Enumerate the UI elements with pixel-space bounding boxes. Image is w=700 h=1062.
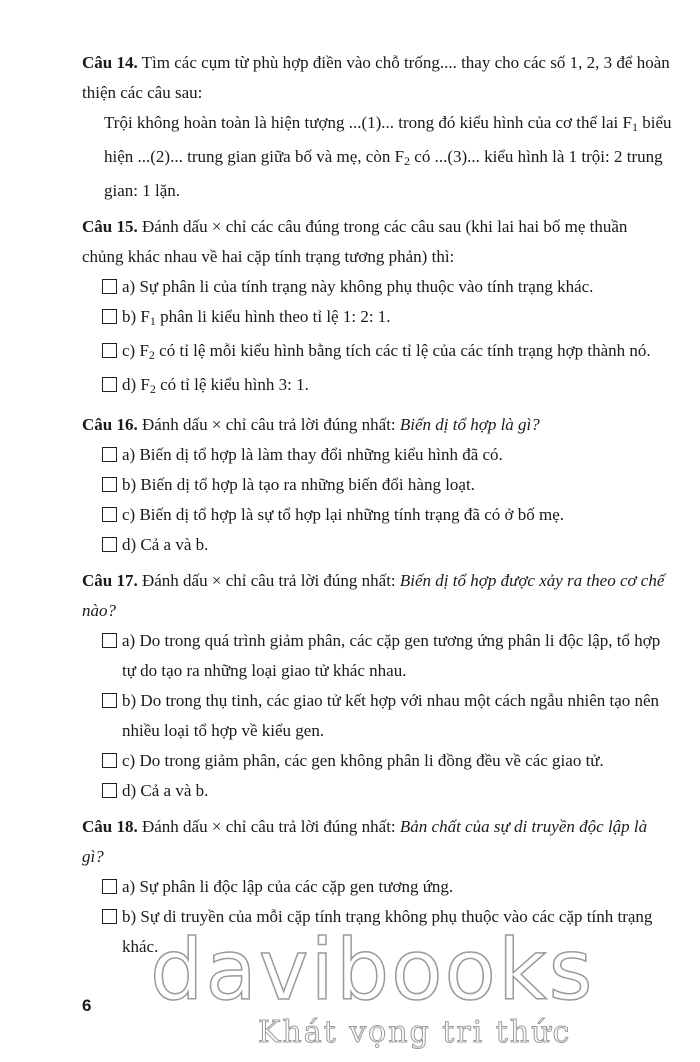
question-14-body bbox=[82, 108, 672, 206]
question-18-option-a bbox=[82, 872, 672, 902]
subscript: 1 bbox=[632, 120, 638, 134]
option-text: b) Do trong thụ tinh, các giao tử kết hợp với nhau một cách ngẫu nhiên tạo nên nhiều loại tổ hợp về kiểu gen. bbox=[122, 691, 660, 740]
question-15-option-d bbox=[82, 370, 672, 404]
option-text: a) Do trong quá trình giảm phân, các cặp gen tương ứng phân li độc lập, tổ hợp tự do tạo ra những loại giao tử khác nhau. bbox=[122, 631, 661, 680]
option-text: d) Cả a và b. bbox=[122, 535, 209, 554]
question-15-label: Câu 15. bbox=[82, 217, 138, 236]
question-18 bbox=[82, 812, 672, 872]
option-text: a) Sự phân li độc lập của các cặp gen tương ứng. bbox=[122, 877, 454, 896]
answer-checkbox[interactable] bbox=[102, 377, 117, 392]
question-16-prompt: Đánh dấu × chỉ câu trả lời đúng nhất: bbox=[137, 415, 400, 434]
watermark-tagline: Khát vọng tri thức bbox=[258, 1015, 572, 1050]
option-text: a) Biến dị tổ hợp là làm thay đổi những kiểu hình đã có. bbox=[122, 445, 503, 464]
question-15-prompt: Đánh dấu × chỉ các câu đúng trong các câu sau (khi lai hai bố mẹ thuần chủng khác nhau về hai cặp tính trạng tương phản) thì: bbox=[82, 217, 628, 266]
question-15-option-c bbox=[82, 336, 672, 370]
answer-checkbox[interactable] bbox=[102, 447, 117, 462]
option-text: b) Sự di truyền của mỗi cặp tính trạng không phụ thuộc vào các cặp tính trạng khác. bbox=[122, 907, 653, 956]
answer-checkbox[interactable] bbox=[102, 507, 117, 522]
answer-checkbox[interactable] bbox=[102, 909, 117, 924]
question-16 bbox=[82, 410, 672, 440]
question-16-option-b bbox=[82, 470, 672, 500]
question-14 bbox=[82, 48, 672, 108]
option-text: c) F bbox=[122, 341, 149, 360]
option-text: a) Sự phân li của tính trạng này không phụ thuộc vào tính trạng khác. bbox=[122, 277, 594, 296]
question-14-text-2: biểu hiện ...(2)... trung gian giữa bố và mẹ, còn F bbox=[104, 113, 672, 166]
question-17-option-a bbox=[82, 626, 672, 686]
question-16-label: Câu 16. bbox=[82, 415, 138, 434]
option-text: có tỉ lệ mỗi kiểu hình bằng tích các tỉ lệ của các tính trạng hợp thành nó. bbox=[154, 341, 651, 360]
subscript: 1 bbox=[149, 314, 156, 328]
option-text: d) Cả a và b. bbox=[122, 781, 209, 800]
page-number: 6 bbox=[82, 996, 92, 1015]
answer-checkbox[interactable] bbox=[102, 693, 117, 708]
option-text: b) F bbox=[122, 307, 150, 326]
answer-checkbox[interactable] bbox=[102, 477, 117, 492]
watermark-logo: davibooks bbox=[150, 921, 595, 1019]
question-16-option-d bbox=[82, 530, 672, 560]
question-15-option-b bbox=[82, 302, 672, 336]
question-17-option-c bbox=[82, 746, 672, 776]
answer-checkbox[interactable] bbox=[102, 783, 117, 798]
question-18-prompt: Đánh dấu × chỉ câu trả lời đúng nhất: bbox=[137, 817, 400, 836]
option-text: phân li kiểu hình theo tỉ lệ 1: 2: 1. bbox=[155, 307, 391, 326]
option-text: c) Do trong giảm phân, các gen không phân li đồng đều về các giao tử. bbox=[122, 751, 604, 770]
question-16-question: Biến dị tổ hợp là gì? bbox=[399, 415, 540, 434]
question-16-option-c bbox=[82, 500, 672, 530]
option-text: có tỉ lệ kiểu hình 3: 1. bbox=[155, 375, 309, 394]
question-17-option-b bbox=[82, 686, 672, 746]
question-16-option-a bbox=[82, 440, 672, 470]
question-18-label: Câu 18. bbox=[82, 817, 138, 836]
question-14-label: Câu 14. bbox=[82, 53, 138, 72]
answer-checkbox[interactable] bbox=[102, 753, 117, 768]
question-17-question: Biến dị tổ hợp được xảy ra theo cơ chế nào? bbox=[82, 571, 665, 620]
answer-checkbox[interactable] bbox=[102, 279, 117, 294]
question-14-prompt: Tìm các cụm từ phù hợp điền vào chỗ trống.... thay cho các số 1, 2, 3 để hoàn thiện các câu sau: bbox=[82, 53, 670, 102]
subscript: 2 bbox=[404, 154, 411, 168]
question-15-option-a bbox=[82, 272, 672, 302]
answer-checkbox[interactable] bbox=[102, 343, 117, 358]
question-17-option-d bbox=[82, 776, 672, 806]
answer-checkbox[interactable] bbox=[102, 309, 117, 324]
question-17 bbox=[82, 566, 672, 626]
question-17-label: Câu 17. bbox=[82, 571, 138, 590]
answer-checkbox[interactable] bbox=[102, 537, 117, 552]
option-text: d) F bbox=[122, 375, 150, 394]
subscript: 2 bbox=[149, 382, 156, 396]
page-content bbox=[82, 48, 672, 962]
question-14-text-3: có ...(3)... kiểu hình là 1 trội: 2 trung gian: 1 lặn. bbox=[104, 147, 663, 200]
answer-checkbox[interactable] bbox=[102, 633, 117, 648]
question-18-question: Bản chất của sự di truyền độc lập là gì? bbox=[82, 817, 648, 866]
question-15 bbox=[82, 212, 672, 272]
option-text: c) Biến dị tổ hợp là sự tổ hợp lại những tính trạng đã có ở bố mẹ. bbox=[122, 505, 564, 524]
option-text: b) Biến dị tổ hợp là tạo ra những biến đổi hàng loạt. bbox=[122, 475, 475, 494]
question-14-text-1: Trội không hoàn toàn là hiện tượng ...(1)... trong đó kiểu hình của cơ thể lai F bbox=[104, 113, 632, 132]
answer-checkbox[interactable] bbox=[102, 879, 117, 894]
question-17-prompt: Đánh dấu × chỉ câu trả lời đúng nhất: bbox=[137, 571, 400, 590]
subscript: 2 bbox=[148, 348, 155, 362]
